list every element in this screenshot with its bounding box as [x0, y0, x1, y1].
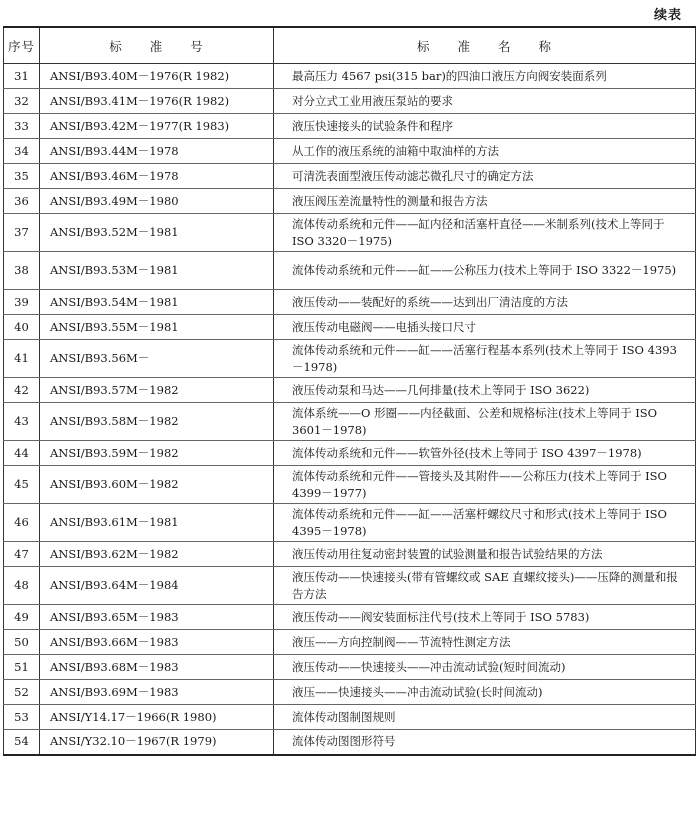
table-row — [4, 315, 696, 340]
row-code: ANSI/B93.57M－1982 — [40, 378, 274, 403]
row-name: 液压传动——阀安装面标注代号(技术上等同于 ISO 5783) — [274, 605, 696, 630]
table-row — [4, 290, 696, 315]
col-header-num: 序号 — [4, 27, 40, 64]
row-num: 47 — [4, 542, 40, 567]
row-name: 最高压力 4567 psi(315 bar)的四油口液压方向阀安装面系列 — [274, 64, 696, 89]
table-row — [4, 705, 696, 730]
table-row — [4, 466, 696, 504]
row-name: 液压——快速接头——冲击流动试验(长时间流动) — [274, 680, 696, 705]
row-code: ANSI/B93.49M－1980 — [40, 189, 274, 214]
table-row — [4, 441, 696, 466]
table-row — [4, 214, 696, 252]
row-name: 液压传动——快速接头——冲击流动试验(短时间流动) — [274, 655, 696, 680]
row-num: 36 — [4, 189, 40, 214]
row-name: 从工作的液压系统的油箱中取油样的方法 — [274, 139, 696, 164]
row-name: 可清洗表面型液压传动滤芯微孔尺寸的确定方法 — [274, 164, 696, 189]
row-code: ANSI/B93.66M－1983 — [40, 630, 274, 655]
header-row — [4, 27, 696, 64]
row-code: ANSI/B93.53M－1981 — [40, 252, 274, 290]
table-row — [4, 252, 696, 290]
row-name: 液压传动用往复动密封装置的试验测量和报告试验结果的方法 — [274, 542, 696, 567]
row-code: ANSI/Y14.17－1966(R 1980) — [40, 705, 274, 730]
row-num: 34 — [4, 139, 40, 164]
row-num: 33 — [4, 114, 40, 139]
row-code: ANSI/B93.42M－1977(R 1983) — [40, 114, 274, 139]
col-header-code: 标 准 号 — [40, 27, 274, 64]
row-name: 流体系统——O 形圈——内径截面、公差和规格标注(技术上等同于 ISO 3601－1978) — [274, 403, 696, 441]
standards-table — [3, 26, 696, 756]
table-row — [4, 378, 696, 403]
row-name: 液压——方向控制阀——节流特性测定方法 — [274, 630, 696, 655]
row-code: ANSI/B93.41M－1976(R 1982) — [40, 89, 274, 114]
row-num: 31 — [4, 64, 40, 89]
row-code: ANSI/B93.62M－1982 — [40, 542, 274, 567]
table-row — [4, 139, 696, 164]
table-caption: 续表 — [653, 8, 682, 23]
row-name: 液压传动泵和马达——几何排量(技术上等同于 ISO 3622) — [274, 378, 696, 403]
row-num: 40 — [4, 315, 40, 340]
table-row — [4, 680, 696, 705]
row-name: 液压传动——快速接头(带有管螺纹或 SAE 直螺纹接头)——压降的测量和报告方法 — [274, 567, 696, 605]
row-name: 液压传动电磁阀——电插头接口尺寸 — [274, 315, 696, 340]
row-code: ANSI/B93.59M－1982 — [40, 441, 274, 466]
row-num: 48 — [4, 567, 40, 605]
table-row — [4, 542, 696, 567]
row-name: 液压阀压差流量特性的测量和报告方法 — [274, 189, 696, 214]
row-code: ANSI/Y32.10－1967(R 1979) — [40, 730, 274, 755]
row-num: 52 — [4, 680, 40, 705]
table-row — [4, 730, 696, 755]
row-code: ANSI/B93.44M－1978 — [40, 139, 274, 164]
table-row — [4, 567, 696, 605]
row-code: ANSI/B93.58M－1982 — [40, 403, 274, 441]
table-row — [4, 630, 696, 655]
row-name: 液压传动——装配好的系统——达到出厂清洁度的方法 — [274, 290, 696, 315]
row-name: 流体传动系统和元件——缸——活塞杆螺纹尺寸和形式(技术上等同于 ISO 4395－1978) — [274, 504, 696, 542]
table-row — [4, 114, 696, 139]
table-row — [4, 189, 696, 214]
row-code: ANSI/B93.40M－1976(R 1982) — [40, 64, 274, 89]
row-name: 流体传动系统和元件——软管外径(技术上等同于 ISO 4397－1978) — [274, 441, 696, 466]
row-code: ANSI/B93.52M－1981 — [40, 214, 274, 252]
row-name: 流体传动图图形符号 — [274, 730, 696, 755]
row-code: ANSI/B93.68M－1983 — [40, 655, 274, 680]
row-num: 35 — [4, 164, 40, 189]
row-name: 流体传动系统和元件——缸——活塞行程基本系列(技术上等同于 ISO 4393－1978) — [274, 340, 696, 378]
row-code: ANSI/B93.69M－1983 — [40, 680, 274, 705]
row-code: ANSI/B93.65M－1983 — [40, 605, 274, 630]
row-code: ANSI/B93.56M－ — [40, 340, 274, 378]
row-num: 49 — [4, 605, 40, 630]
row-num: 54 — [4, 730, 40, 755]
row-num: 46 — [4, 504, 40, 542]
row-num: 43 — [4, 403, 40, 441]
row-num: 38 — [4, 252, 40, 290]
table-row — [4, 164, 696, 189]
row-code: ANSI/B93.64M－1984 — [40, 567, 274, 605]
row-name: 流体传动图制图规则 — [274, 705, 696, 730]
row-num: 39 — [4, 290, 40, 315]
table-row — [4, 403, 696, 441]
row-name: 对分立式工业用液压泵站的要求 — [274, 89, 696, 114]
row-num: 37 — [4, 214, 40, 252]
row-name: 流体传动系统和元件——缸——公称压力(技术上等同于 ISO 3322－1975) — [274, 252, 696, 290]
row-code: ANSI/B93.61M－1981 — [40, 504, 274, 542]
row-name: 流体传动系统和元件——管接头及其附件——公称压力(技术上等同于 ISO 4399－1977) — [274, 466, 696, 504]
row-num: 50 — [4, 630, 40, 655]
table-row — [4, 504, 696, 542]
row-code: ANSI/B93.54M－1981 — [40, 290, 274, 315]
table-row — [4, 89, 696, 114]
row-name: 流体传动系统和元件——缸内径和活塞杆直径——米制系列(技术上等同于 ISO 3320－1975) — [274, 214, 696, 252]
row-num: 51 — [4, 655, 40, 680]
row-num: 42 — [4, 378, 40, 403]
col-header-name: 标 准 名 称 — [274, 27, 696, 64]
table-row — [4, 340, 696, 378]
row-code: ANSI/B93.60M－1982 — [40, 466, 274, 504]
row-code: ANSI/B93.55M－1981 — [40, 315, 274, 340]
row-code: ANSI/B93.46M－1978 — [40, 164, 274, 189]
row-name: 液压快速接头的试验条件和程序 — [274, 114, 696, 139]
row-num: 44 — [4, 441, 40, 466]
table-row — [4, 655, 696, 680]
row-num: 53 — [4, 705, 40, 730]
row-num: 41 — [4, 340, 40, 378]
table-row — [4, 64, 696, 89]
row-num: 45 — [4, 466, 40, 504]
table-row — [4, 605, 696, 630]
row-num: 32 — [4, 89, 40, 114]
